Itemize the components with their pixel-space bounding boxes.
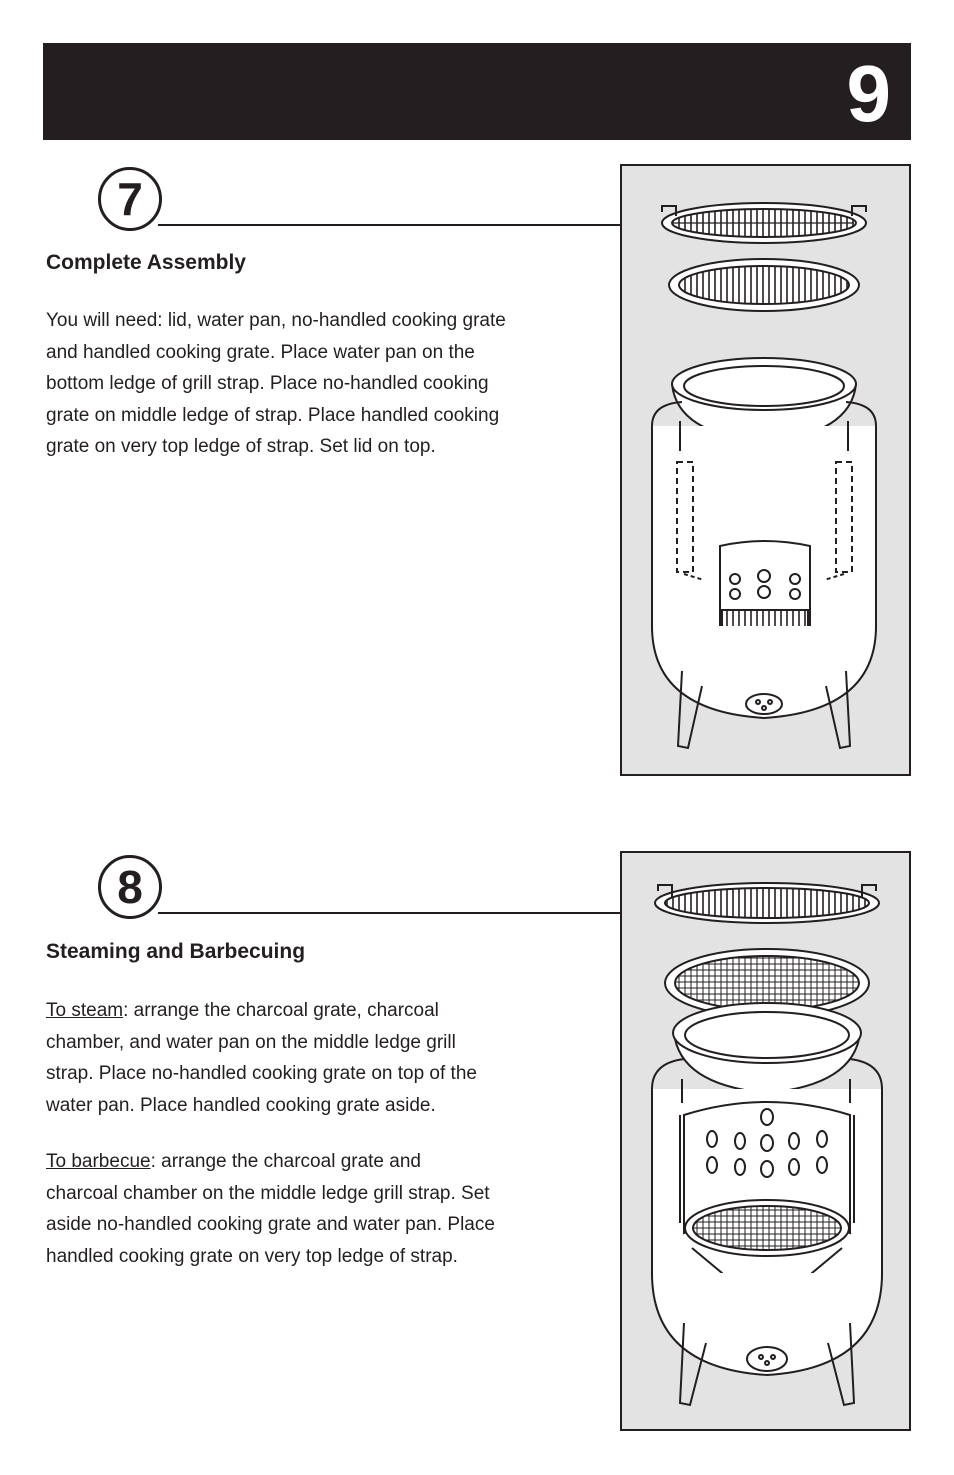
step-7-number: 7 [98, 167, 162, 231]
step-7-instructions: You will need: lid, water pan, no-handled cooking grate and handled cooking grate. Place water pan on the bottom ledge of grill strap. Place no-handled cooking grate on middle ledge of strap. Place handled cooking grate on very top ledge of strap. Set lid on top. [46, 310, 506, 457]
handled-cooking-grate-drawing [655, 883, 879, 923]
grill-body-drawing [652, 1059, 882, 1405]
page-number: 9 [846, 49, 889, 138]
barbecue-label: To barbecue [46, 1151, 151, 1172]
steam-text: : arrange the charcoal grate, charcoal chamber, and water pan on the middle ledge grill strap. Place no-handled cooking grate on top of the water pan. Place handled cooking grate aside. [46, 1000, 477, 1116]
step-7-heading: Complete Assembly [46, 251, 246, 274]
step-8-rule [158, 912, 620, 914]
step-8-illustration [620, 851, 911, 1431]
no-handled-cooking-grate-drawing [669, 259, 859, 311]
barbecue-instructions [46, 1146, 498, 1272]
step-7-illustration [620, 164, 911, 776]
step-8-heading: Steaming and Barbecuing [46, 940, 306, 963]
barbecue-text: : arrange the charcoal grate and charcoal chamber on the middle ledge grill strap. Set aside no-handled cooking grate and water pan. Place handled cooking grate on very top ledge of strap. [46, 1151, 495, 1267]
step-7-rule [158, 224, 620, 226]
steam-instructions [46, 995, 508, 1121]
handled-cooking-grate-drawing [662, 203, 866, 243]
grill-body-drawing [652, 402, 876, 748]
water-pan-drawing [673, 1003, 861, 1093]
steam-label: To steam [46, 1000, 124, 1021]
header-bar [43, 43, 911, 140]
step-8-number: 8 [98, 855, 162, 919]
